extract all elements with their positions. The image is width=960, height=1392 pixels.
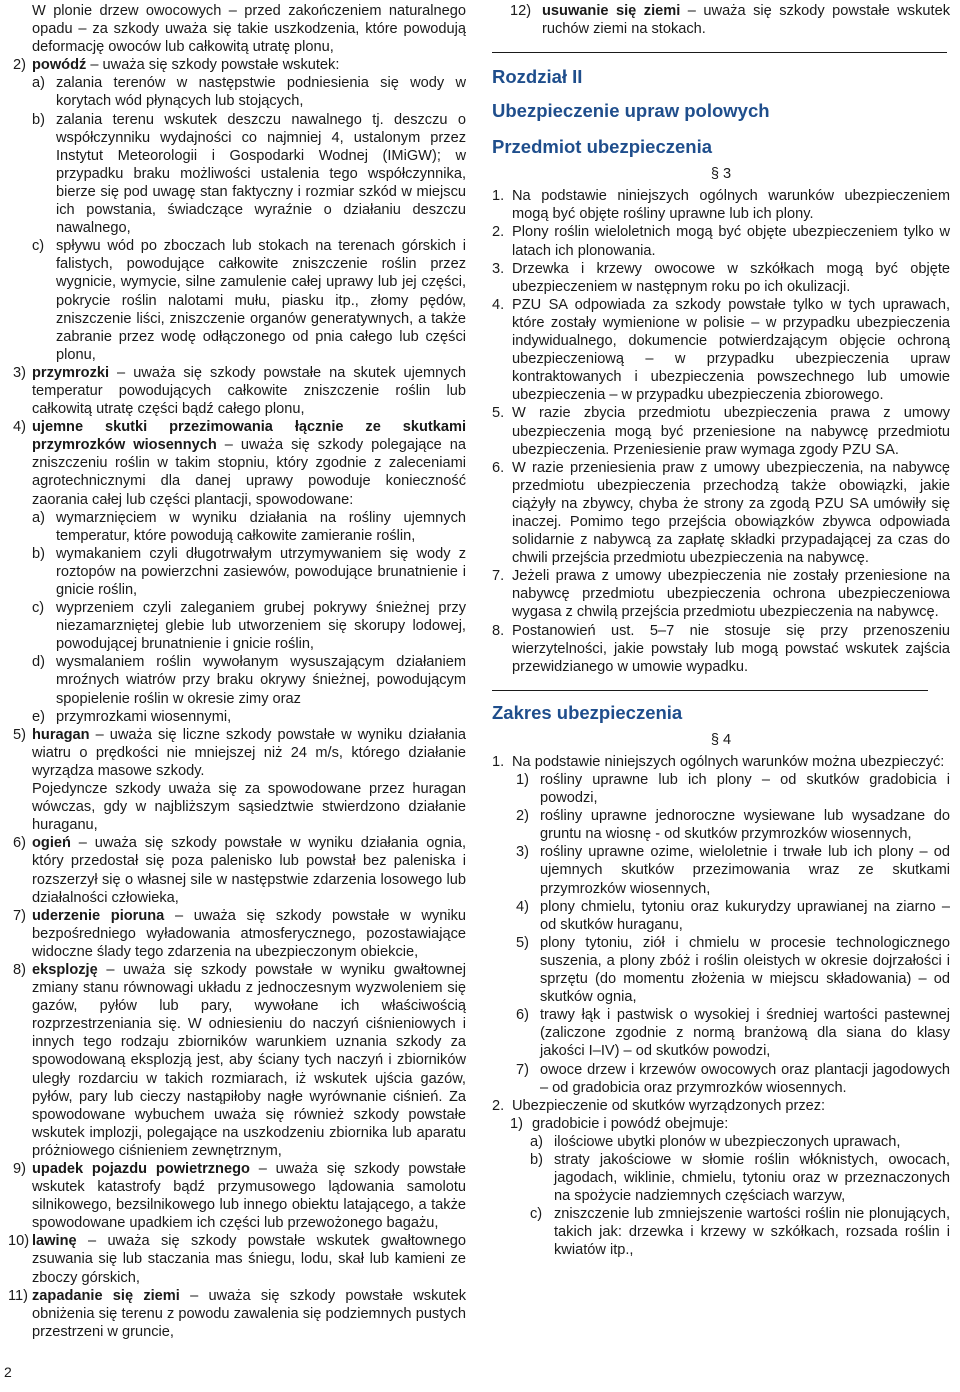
continuation-paragraph: Pojedyncze szkody uważa się za spowodowane przez huragan wówczas, gdy w najbliższym sąsiedztwie stwierdzono działanie huraganu, [32, 781, 466, 834]
list-item-piorun: 7) uderzenie pioruna – uważa się szkody powstałe w wyniku bezpośredniego wyładowania atmosferycznego, pozostawiające widoczne ślady tego zdarzenia na ubezpieczonym obiekcie, [13, 907, 466, 960]
sub-item: 5) plony tytoniu, ziół i chmielu w procesie technologicznego suszenia, a plony zbóż i roślin oleistych w okresie dojrzałości i sprzętu (do momentu złożenia w miejscu składowania) – od skutków ognia, [516, 934, 950, 1006]
page-number: 2 [4, 1364, 12, 1380]
left-column [8, 2, 466, 1341]
list-item-huragan: 5) huragan – uważa się liczne szkody powstałe w wyniku działania wiatru o prędkości nie mniejszej niż 24 m/s, którego działanie wyrządza masowe szkody. [13, 726, 466, 779]
sub-item: a) zalania terenów w następstwie podniesienia się wody w korytach wód płynących lub stojących, [32, 75, 466, 110]
term: powódź [32, 57, 87, 74]
sub-sub-item: a) ilościowe ubytki plonów w ubezpieczonych uprawach, [530, 1133, 901, 1150]
sub-item: c) wyprzeniem czyli zaleganiem grubej pokrywy śnieżnej przy niezamarzniętej glebie lub utworzeniem się skorupy lodowej, powodującej brunatnienie i gnicie roślin, [32, 600, 466, 653]
term: ogień [32, 835, 71, 852]
term: usuwanie się ziemi [542, 3, 681, 19]
term: lawinę [32, 1233, 77, 1250]
list-item-ogien: 6) ogień – uważa się szkody powstałe w wyniku działania ognia, który przedostał się poza palenisko lub powstał bez paleniska i rozszerzył się o własnej sile w następstwie zdarzenia losowego lub działalności człowieka, [13, 835, 466, 906]
sub-sub-item: b) straty jakościowe w słomie roślin włóknistych, owocach, jagodach, wiklinie, chmielu, tytoniu oraz w przeznaczonych na spożycie nadziemnych częściach warzyw, [530, 1151, 950, 1205]
paragraph-sign-3: § 3 [710, 166, 732, 183]
list-item-usuwanie: 12) usuwanie się ziemi – uważa się szkody powstałe wskutek ruchów ziemi na stokach. [510, 3, 950, 38]
chapter-heading: Rozdział II [492, 66, 583, 88]
list-item-upadek-pojazdu: 9) upadek pojazdu powietrznego – uważa się szkody powstałe wskutek katastrofy bądź przymusowego lądowania samolotu silnikowego, bezsilnikowego lub innego obiektu latającego, a także spowodowane upadkiem ich części lub przewożonego bagażu, [13, 1161, 467, 1232]
term: huragan [32, 726, 90, 743]
sub-item: 3) rośliny uprawne ozime, wieloletnie i trwałe lub ich plony – od ujemnych skutków przezimowania wraz ze skutkami przymrozków wiosennych, [516, 844, 950, 897]
intro-paragraph: W plonie drzew owocowych – przed zakończeniem naturalnego opadu – za szkody uważa się takie uszkodzenia, które powodują deformację owoców lub całkowitą utratę plonu, [32, 3, 466, 56]
list-item-powodz: 2) powódź – uważa się szkody powstałe wskutek: [13, 57, 340, 74]
sub-item: 2) rośliny uprawne jednoroczne wysiewane lub wysadzane do gruntu na wiosnę - od skutków przymrozków wiosennych, [516, 808, 950, 843]
sub-item: a) wymarznięciem w wyniku działania na rośliny ujemnych temperatur, które powodują całkowite zamieranie roślin, [32, 509, 466, 544]
sub-sub-item: c) zniszczenie lub zmniejszenie wartości roślin nie plonujących, takich jak: drzewka i krzewy w szkółkach, rozsada roślin i kwiatów itp., [530, 1206, 950, 1259]
numbered-clause: 1. Na podstawie niniejszych ogólnych warunków można ubezpieczyć: [492, 753, 945, 770]
numbered-clause: 4. PZU SA odpowiada za szkody powstałe tylko w tych uprawach, które zostały wymienione w polisie – w przypadku ubezpieczenia indywidualnego, dokumencie potwierdzającym objęcie ochroną ubezpieczeniową – w przypadku ubezpieczenia upraw kontraktowanych i ubezpieczenia powszechnego lub umowie ubezpieczenia – w przypadku ubezpieczenia zbiorowego. [492, 296, 950, 404]
list-item-przymrozki: 3) przymrozki – uważa się szkody powstałe na skutek ujemnych temperatur powodujących całkowite zniszczenie roślin lub całkowitą utratę części bądź całego plonu, [13, 364, 466, 418]
sub-item: 4) plony chmielu, tytoniu oraz kukurydzy uprawianej na ziarno – od skutków huraganu, [516, 898, 950, 933]
sub-item: 1) gradobicie i powódź obejmuje: [510, 1115, 729, 1132]
right-column [492, 2, 950, 1260]
sub-item: 1) rośliny uprawne lub ich plony – od skutków gradobicia i powodzi, [516, 772, 950, 807]
list-item-lawina: 10) lawinę – uważa się szkody powstałe wskutek gwałtownego zsuwania się lub staczania mas śniegu, lodu, skał lub kamieni ze zboczy górskich, [8, 1233, 466, 1286]
numbered-clause: 6. W razie przeniesienia praw z umowy ubezpieczenia, na nabywcę przedmiotu ubezpieczenia przechodzą także obowiązki, jakie ciążyły na zbywcy, chyba że strony za zgodą PZU SA umówiły się inaczej. Pomimo tego przejścia obowiązków zbywca odpowiada solidarnie z nabywcą za zapłatę składki przypadającej za czas do chwili przejścia przedmiotu ubezpieczenia na nabywcę. [492, 459, 950, 567]
sub-item: 7) owoce drzew i krzewów owocowych oraz plantacji jagodowych – od gradobicia oraz przymrozków wiosennych. [516, 1061, 950, 1096]
list-item-zapadanie: 11) zapadanie się ziemi – uważa się szkody powstałe wskutek obniżenia się terenu z powodu zawalenia się podziemnych pustych przestrzeni w gruncie, [8, 1287, 466, 1340]
divider [492, 690, 928, 691]
paragraph-sign-4: § 4 [710, 731, 732, 748]
sub-item: e) przymrozkami wiosennymi, [32, 708, 232, 725]
numbered-clause: 5. W razie zbycia przedmiotu ubezpieczenia prawa z umowy ubezpieczenia mogą być przeniesione na nabywcę przedmiotu ubezpieczenia. Przeniesienie praw wymaga zgody PZU SA. [492, 405, 950, 458]
numbered-clause: 2. Plony roślin wieloletnich mogą być objęte ubezpieczeniem tylko w latach ich plonowania. [492, 224, 950, 259]
sub-item: c) spływu wód po zboczach lub stokach na terenach górskich i falistych, powodujące całkowite zniszczenie roślin przez wygnicie, wymycie, silne zamulenie całej uprawy lub jej części, pokrycie roślin nalotami mułu, piasku itp., złomy pędów, zniszczenie liści, zniszczenie organów generatywnych, a także zabranie przez wodę odłączonego od pnia całego lub części plonu, [32, 238, 466, 363]
term: zapadanie się ziemi [32, 1287, 180, 1304]
numbered-clause: 7. Jeżeli prawa z umowy ubezpieczenia nie zostały przeniesione na nabywcę przedmiotu ubezpieczenia ochrona ubezpieczeniowa wygasa z chwilą przejścia przedmiotu ubezpieczenia na nabywcę. [492, 568, 950, 621]
numbered-clause: 3. Drzewka i krzewy owocowe w szkółkach mogą być objęte ubezpieczeniem w następnym roku po ich okulizacji. [492, 260, 950, 295]
sub-item: b) zalania terenu wskutek deszczu nawalnego tj. deszczu o współczynniku wydajności co najmniej 4, ustalonym przez Instytut Meteorologii i Gospodarki Wodnej (IMiGW); w przypadku braku możliwości ustalenia tego współczynnika, bierze się pod uwagę stan faktyczny i rozmiar szkód w miejscu ich powstania, świadczące wyraźnie o działaniu deszczu nawalnego, [32, 111, 466, 237]
numbered-clause: 1. Na podstawie niniejszych ogólnych warunków ubezpieczeniem mogą być objęte rośliny uprawne lub ich plony. [492, 188, 950, 223]
sub-item: b) wymakaniem czyli długotrwałym utrzymywaniem się wody z roztopów na powierzchni zasiewów, powodujące brunatnienie i gnicie roślin, [32, 545, 466, 598]
term: ujemne skutki przezimowania łącznie ze skutkami przymrozków wiosennych [32, 419, 466, 454]
chapter-title: Ubezpieczenie upraw polowych [492, 100, 770, 122]
list-item-eksplozja: 8) eksplozję – uważa się szkody powstałe w wyniku gwałtownej zmiany stanu równowagi układu z jednoczesnym wyzwoleniem się gazów, pyłów lub pary, wywołane ich właściwością rozprzestrzeniania się. W odniesieniu do naczyń ciśnieniowych i innych tego rodzaju zbiorników warunkiem uznania szkody za spowodowaną eksplozją jest, aby ściany tych naczyń i zbiorników uległy rozdarciu w takich rozmiarach, iż wskutek ujścia gazów, pyłów, pary lub cieczy nastąpiłoby nagłe wyrównanie ciśnień. Za spowodowane wybuchem uważa się również szkody powstałe wskutek implozji, polegające na uszkodzeniu zbiornika lub aparatu próżniowego ciśnieniem zewnętrznym, [13, 961, 466, 1159]
divider [492, 52, 947, 53]
term: eksplozję [32, 961, 98, 978]
sub-item: d) wysmalaniem roślin wywołanym wysuszającym działaniem mroźnych wiatrów przy braku okrywy śnieżnej, powodującym spopielenie roślin w okresie zimy oraz [32, 654, 466, 707]
term: przymrozki [32, 364, 110, 381]
section-title-scope: Zakres ubezpieczenia [492, 701, 683, 723]
numbered-clause: 8. Postanowień ust. 5–7 nie stosuje się przy przenoszeniu wierzytelności, jakie powstały lub mogą powstać wskutek zajścia przewidzianego w umowie wypadku. [492, 622, 950, 675]
numbered-clause: 2. Ubezpieczenie od skutków wyrządzonych przez: [492, 1097, 826, 1114]
sub-item: 6) trawy łąk i pastwisk o wysokiej i średniej wartości pastewnej (zaliczone zgodnie z normą branżową dla siana do klasy jakości I–IV) – od skutków powodzi, [516, 1007, 950, 1060]
list-item-przezimowanie: 4) ujemne skutki przezimowania łącznie ze skutkami przymrozków wiosennych – uważa się szkody polegające na zniszczeniu roślin w takim stopniu, który zgodnie z zaleceniami agrotechnicznymi dla danej uprawy powoduje konieczność zaorania całej lub części plantacji, spowodowane: [13, 419, 466, 508]
term: upadek pojazdu powietrznego [32, 1161, 250, 1177]
term: uderzenie pioruna [32, 907, 165, 924]
section-title-subject: Przedmiot ubezpieczenia [492, 136, 712, 158]
